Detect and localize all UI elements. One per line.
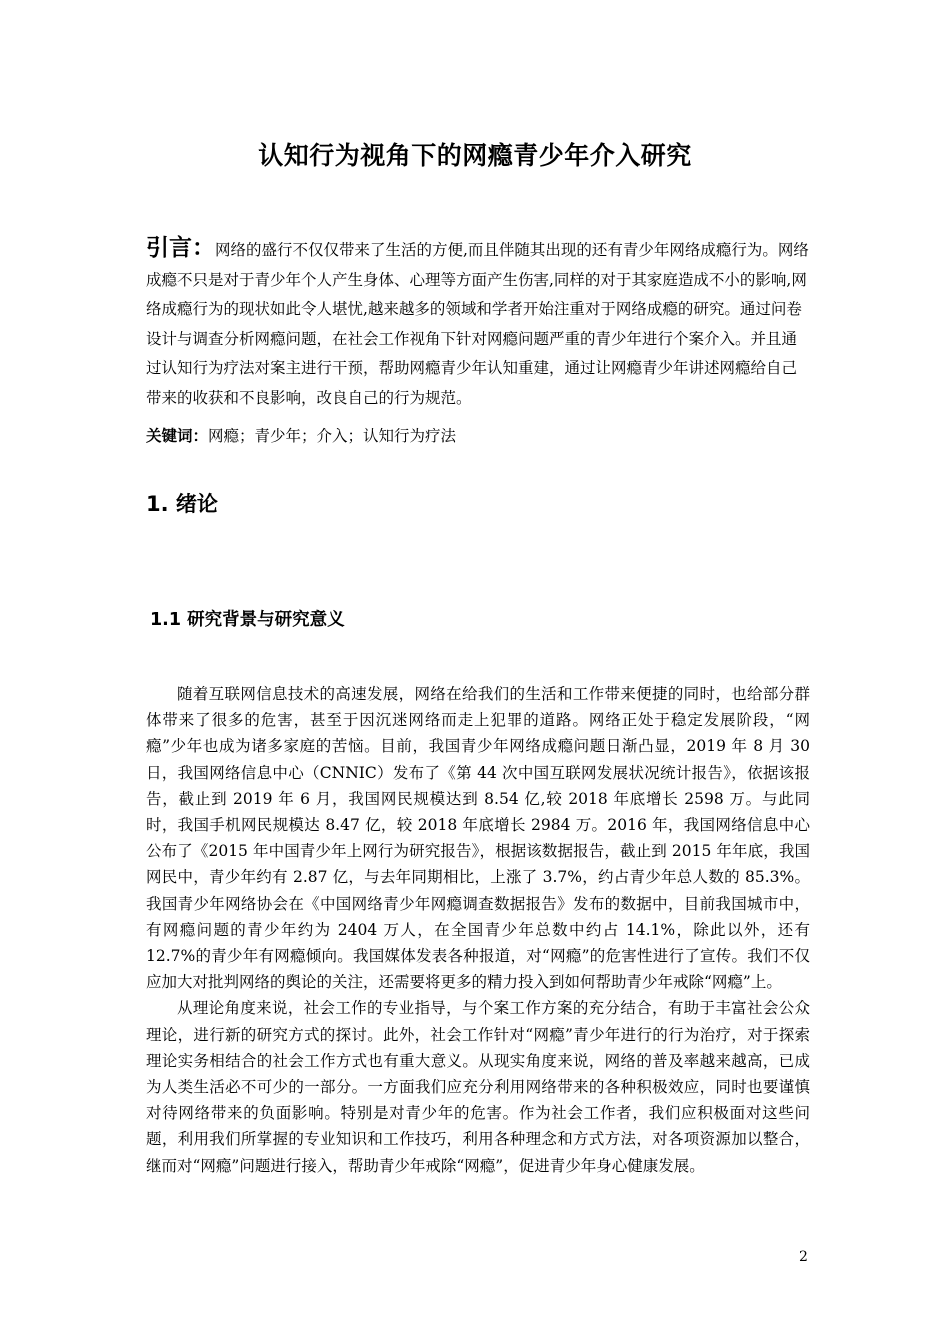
page-number: 2 xyxy=(799,1249,808,1265)
keywords-line xyxy=(146,424,456,446)
paragraph: 从理论角度来说，社会工作的专业指导，与个案工作方案的充分结合，有助于丰富社会公众理论，进行新的研究方式的探讨。此外，社会工作针对“网瘾”青少年进行的行为治疗，对于探索理论实务相结合的社会工作方式也有重大意义。从现实角度来说，网络的普及率越来越高，已成为人类生活必不可少的一部分。一方面我们应充分利用网络带来的各种积极效应，同时也要谨慎对待网络带来的负面影响。特别是对青少年的危害。作为社会工作者，我们应积极面对这些问题，利用我们所掌握的专业知识和工作技巧，利用各种理念和方式方法，对各项资源加以整合，继而对“网瘾”问题进行接入，帮助青少年戒除“网瘾”，促进青少年身心健康发展。 xyxy=(146,999,810,1175)
keywords-text: 网瘾；青少年；介入；认知行为疗法 xyxy=(208,427,457,445)
abstract xyxy=(146,234,812,413)
keywords-label: 关键词： xyxy=(146,427,209,445)
body-text xyxy=(146,681,810,1179)
subsection-heading-background: 1.1 研究背景与研究意义 xyxy=(150,610,345,630)
section-heading-introduction: 1. 绪论 xyxy=(146,492,218,516)
document-title: 认知行为视角下的网瘾青少年介入研究 xyxy=(258,141,692,170)
abstract-text: 网络的盛行不仅仅带来了生活的方便,而且伴随其出现的还有青少年网络成瘾行为。网络成瘾不只是对于青少年个人产生身体、心理等方面产生伤害,同样的对于其家庭造成不小的影响,网络成瘾行为的现状如此令人堪忧,越来越多的领域和学者开始注重对于网络成瘾的研究。通过问卷设计与调查分析网瘾问题，在社会工作视角下针对网瘾问题严重的青少年进行个案介入。并且通过认知行为疗法对案主进行干预，帮助网瘾青少年认知重建，通过让网瘾青少年讲述网瘾给自己带来的收获和不良影响，改良自己的行为规范。 xyxy=(146,241,809,407)
abstract-label: 引言： xyxy=(146,235,215,261)
paragraph: 随着互联网信息技术的高速发展，网络在给我们的生活和工作带来便捷的同时，也给部分群体带来了很多的危害，甚至于因沉迷网络而走上犯罪的道路。网络正处于稳定发展阶段，“网瘾”少年也成为诸多家庭的苦恼。目前，我国青少年网络成瘾问题日渐凸显，2019 年 8 月 30 日，我国网络信息中心（CNNIC）发布了《第 44 次中国互联网发展状况统计报告》，依据该报告，截止到 2019 年 6 月，我国网民规模达到 8.54 亿,较 2018 年底增长 2598 万。与此同时，我国手机网民规模达 8.47 亿，较 2018 年底增长 2984 万。2016 年，我国网络信息中心公布了《2015 年中国青少年上网行为研究报告》，根据该数据报告，截止到 2015 年年底，我国网民中，青少年约有 2.87 亿，与去年同期相比，上涨了 3.7%，约占青少年总人数的 85.3%。我国青少年网络协会在《中国网络青少年网瘾调查数据报告》发布的数据中，目前我国城市中，有网瘾问题的青少年约为 2404 万人，在全国青少年总数中约占 14.1%，除此以外，还有 12.7%的青少年有网瘾倾向。我国媒体发表各种报道，对“网瘾”的危害性进行了宣传。我们不仅应加大对批判网络的舆论的关注，还需要将更多的精力投入到如何帮助青少年戒除“网瘾”上。 xyxy=(146,685,810,992)
